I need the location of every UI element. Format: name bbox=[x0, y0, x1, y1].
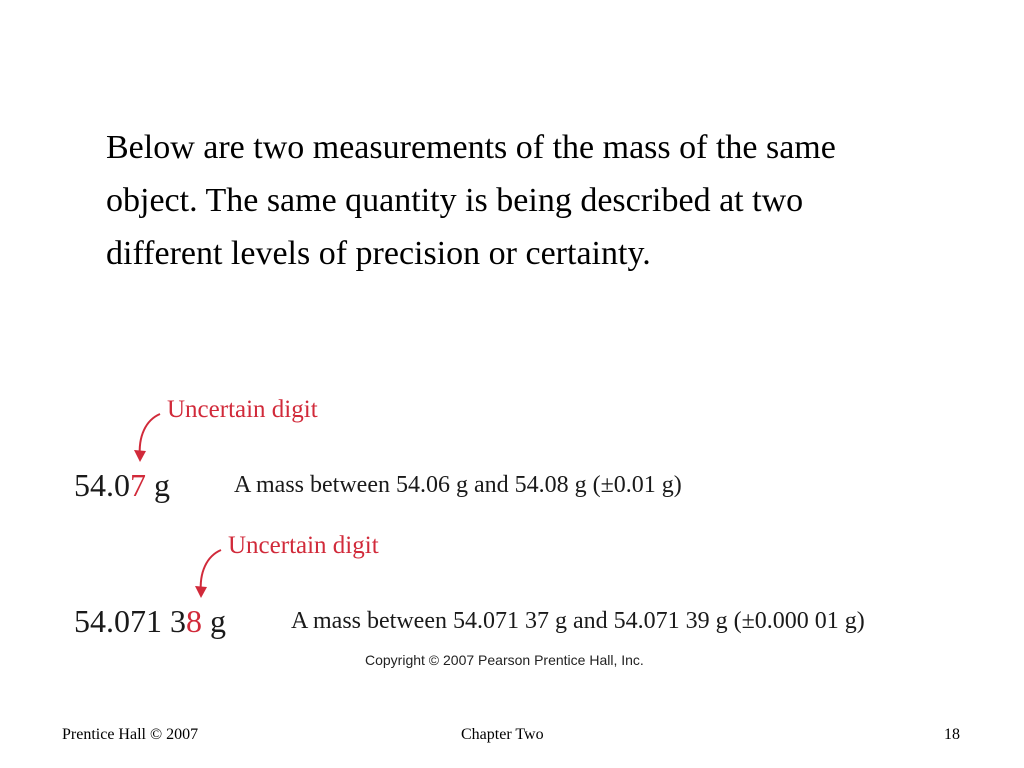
uncertain-digit-1: 7 bbox=[130, 467, 146, 503]
intro-paragraph: Below are two measurements of the mass of the same object. The same quantity is being described at two different levels of precision or certainty. bbox=[106, 129, 836, 272]
uncertain-digit-callout-2: Uncertain digit bbox=[228, 532, 379, 559]
unit-2: g bbox=[202, 603, 226, 639]
callout-arrow-icon-2 bbox=[189, 544, 229, 604]
figure-copyright: Copyright © 2007 Pearson Prentice Hall, Inc. bbox=[365, 652, 644, 668]
footer-page-number: 18 bbox=[944, 726, 960, 743]
certain-digits-1: 54.0 bbox=[74, 467, 130, 503]
uncertain-digit-2: 8 bbox=[186, 603, 202, 639]
measurement-description-1: A mass between 54.06 g and 54.08 g (±0.01 g) bbox=[234, 472, 682, 498]
measurement-value-2 bbox=[74, 603, 226, 640]
uncertain-digit-callout-1: Uncertain digit bbox=[167, 396, 318, 423]
measurement-description-2: A mass between 54.071 37 g and 54.071 39 g (±0.000 01 g) bbox=[291, 608, 865, 634]
footer-chapter: Chapter Two bbox=[461, 726, 544, 743]
footer-publisher: Prentice Hall © 2007 bbox=[62, 726, 199, 743]
callout-arrow-icon-1 bbox=[128, 408, 168, 468]
measurement-value-1 bbox=[74, 467, 170, 504]
certain-digits-2: 54.071 3 bbox=[74, 603, 186, 639]
unit-1: g bbox=[146, 467, 170, 503]
